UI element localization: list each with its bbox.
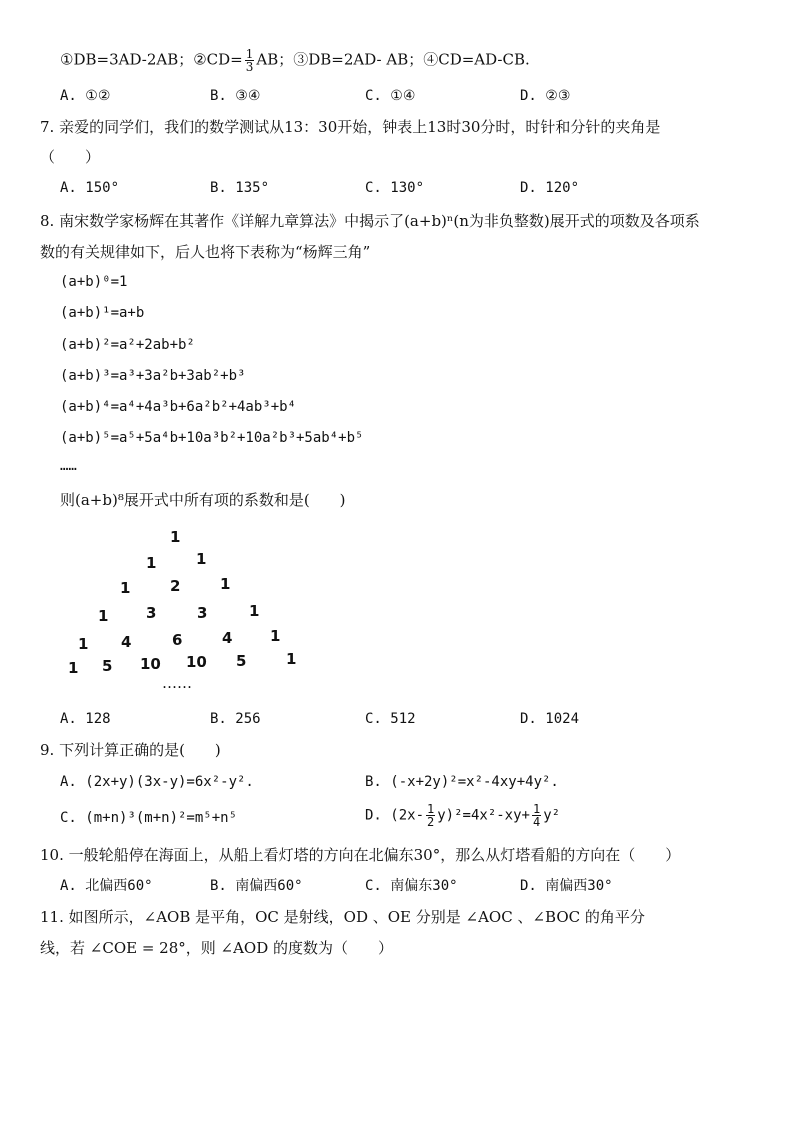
q9-d-part1: D. (2x- xyxy=(365,807,425,824)
q9-option-a[interactable]: A. (2x+y)(3x-y)=6x²-y². xyxy=(60,774,254,790)
q9-d-frac2-num: 1 xyxy=(532,802,541,816)
tri-r5-0: 1 xyxy=(68,659,79,677)
q10-option-c[interactable]: C. 南偏东30° xyxy=(365,878,458,894)
q7-option-a[interactable]: A. 150° xyxy=(60,180,120,196)
q8-expansion-5: (a+b)⁵=a⁵+5a⁴b+10a³b²+10a²b³+5ab⁴+b⁵ xyxy=(60,430,364,446)
tri-r4-0: 1 xyxy=(78,635,89,653)
tri-r4-3: 4 xyxy=(222,629,233,647)
tri-r2-2: 1 xyxy=(220,575,231,593)
q9-d-frac1-num: 1 xyxy=(427,802,435,816)
q7-option-b[interactable]: B. 135° xyxy=(210,180,270,196)
tri-dots: …… xyxy=(162,674,192,692)
q8-stem-line1: 8. 南宋数学家杨辉在其著作《详解九章算法》中揭示了(a+b)ⁿ(n为非负整数)展开式的项数及各项系 xyxy=(40,212,700,230)
q9-d-frac-1 xyxy=(426,803,435,828)
q8-question: 则(a+b)⁸展开式中所有项的系数和是( ) xyxy=(60,491,346,509)
tri-r1-0: 1 xyxy=(146,554,157,572)
q6-option-b[interactable]: B. ③④ xyxy=(210,88,261,104)
q8-option-c[interactable]: C. 512 xyxy=(365,711,416,727)
tri-r3-0: 1 xyxy=(98,607,109,625)
yang-hui-triangle-figure xyxy=(60,522,310,692)
q9-option-b[interactable]: B. (-x+2y)²=x²-4xy+4y². xyxy=(365,774,559,790)
q8-expansion-ellipsis: …… xyxy=(60,458,77,474)
q6-option-d[interactable]: D. ②③ xyxy=(520,88,571,104)
q8-option-a[interactable]: A. 128 xyxy=(60,711,111,727)
q8-expansion-4: (a+b)⁴=a⁴+4a³b+6a²b²+4ab³+b⁴ xyxy=(60,399,297,415)
tri-r3-1: 3 xyxy=(146,604,157,622)
q9-d-frac-2 xyxy=(532,803,541,828)
tri-r5-2: 10 xyxy=(140,655,161,673)
tri-r4-1: 4 xyxy=(121,633,132,651)
tri-r5-5: 1 xyxy=(286,650,297,668)
q6-frac-num: 1 xyxy=(245,47,254,61)
q8-option-b[interactable]: B. 256 xyxy=(210,711,261,727)
q10-option-b[interactable]: B. 南偏西60° xyxy=(210,878,303,894)
q11-stem-line1: 11. 如图所示，∠AOB 是平角，OC 是射线，OD 、OE 分别是 ∠AOC 、∠BOC 的角平分 xyxy=(40,908,645,926)
q6-statements xyxy=(60,48,530,73)
q8-expansion-0: (a+b)⁰=1 xyxy=(60,274,128,290)
q8-stem-line2: 数的有关规律如下，后人也将下表称为“杨辉三角” xyxy=(40,243,371,261)
q9-d-frac1-den: 2 xyxy=(427,815,435,829)
q9-d-part3: y² xyxy=(543,807,561,824)
q9-option-d[interactable] xyxy=(365,803,560,828)
tri-r4-2: 6 xyxy=(172,631,183,649)
tri-r5-4: 5 xyxy=(236,652,247,670)
q6-frac-den: 3 xyxy=(245,60,254,74)
tri-r5-3: 10 xyxy=(186,653,207,671)
tri-r3-3: 1 xyxy=(249,602,260,620)
q9-option-c[interactable]: C. (m+n)³(m+n)²=m⁵+n⁵ xyxy=(60,810,238,826)
tri-r2-0: 1 xyxy=(120,579,131,597)
tri-r5-1: 5 xyxy=(102,657,113,675)
q7-stem-line1: 7. 亲爱的同学们，我们的数学测试从13：30开始，钟表上13时30分时，时针和分针的夹角是 xyxy=(40,118,661,136)
q10-option-d[interactable]: D. 南偏西30° xyxy=(520,878,613,894)
tri-r2-1: 2 xyxy=(170,577,181,595)
q9-stem: 9. 下列计算正确的是( ) xyxy=(40,741,221,759)
tri-r0-0: 1 xyxy=(170,528,181,546)
q6-option-c[interactable]: C. ①④ xyxy=(365,88,416,104)
q8-expansion-2: (a+b)²=a²+2ab+b² xyxy=(60,337,195,353)
q6-option-a[interactable]: A. ①② xyxy=(60,88,111,104)
q7-option-c[interactable]: C. 130° xyxy=(365,180,425,196)
tri-r3-2: 3 xyxy=(197,604,208,622)
q6-statements-part2: AB；③DB=2AD- AB；④CD=AD-CB. xyxy=(256,50,530,69)
tri-r1-1: 1 xyxy=(196,550,207,568)
q8-option-d[interactable]: D. 1024 xyxy=(520,711,580,727)
q6-fraction xyxy=(245,48,255,73)
q7-option-d[interactable]: D. 120° xyxy=(520,180,580,196)
q7-stem-line2: （ ） xyxy=(40,148,101,166)
q10-stem: 10. 一般轮船停在海面上，从船上看灯塔的方向在北偏东30°，那么从灯塔看船的方向在（ ） xyxy=(40,846,681,864)
q6-statements-part1: ①DB=3AD-2AB；②CD= xyxy=(60,50,243,69)
q9-d-part2: y)²=4x²-xy+ xyxy=(437,807,530,824)
q10-option-a[interactable]: A. 北偏西60° xyxy=(60,878,153,894)
tri-r4-4: 1 xyxy=(270,627,281,645)
q8-expansion-1: (a+b)¹=a+b xyxy=(60,305,145,321)
q8-expansion-3: (a+b)³=a³+3a²b+3ab²+b³ xyxy=(60,368,246,384)
q9-d-frac2-den: 4 xyxy=(532,815,541,829)
q11-stem-line2: 线，若 ∠COE = 28°，则 ∠AOD 的度数为（ ） xyxy=(40,939,394,957)
